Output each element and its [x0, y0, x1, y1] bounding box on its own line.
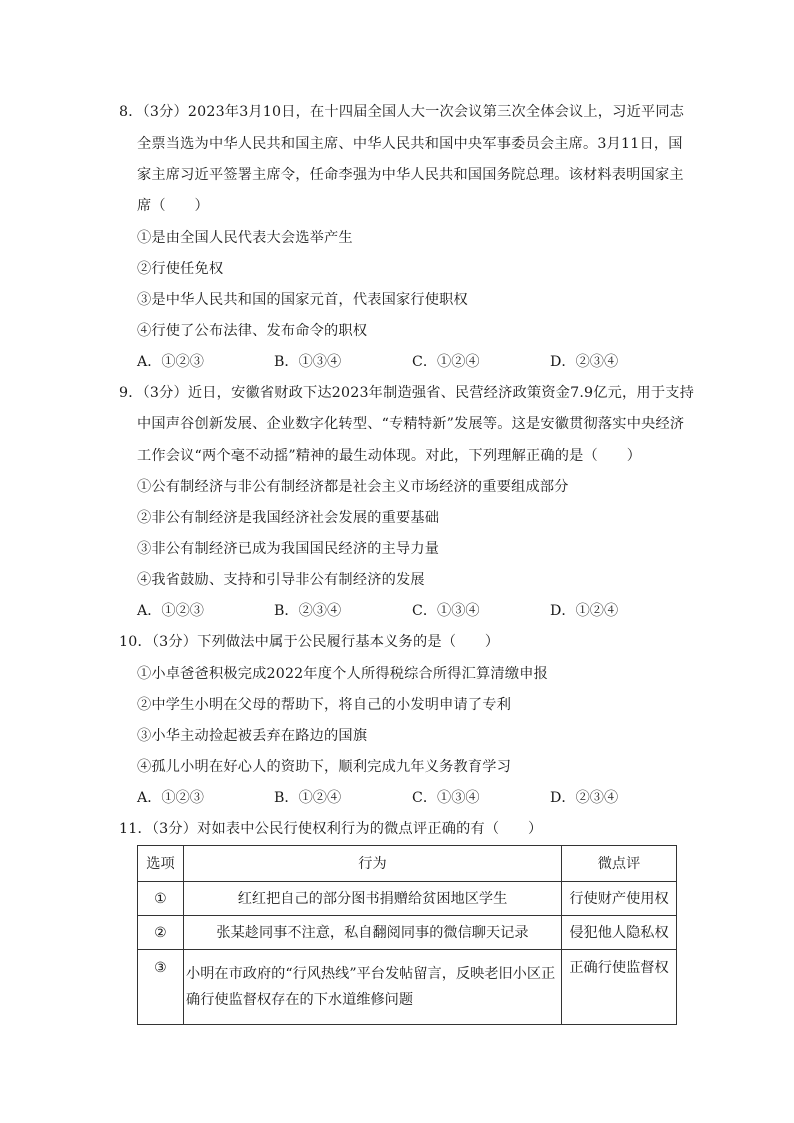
q9-option-1: ①公有制经济与非公有制经济都是社会主义市场经济的重要组成部分	[137, 479, 569, 495]
table-row	[138, 882, 677, 916]
row-comment: 行使财产使用权	[562, 882, 677, 916]
q8-stem-line-4: 席（ ）	[137, 198, 209, 214]
q10-option-2: ②中学生小明在父母的帮助下，将自己的小发明申请了专利	[137, 697, 512, 713]
q8-choice-b[interactable]: B．①③④	[274, 354, 342, 370]
row-action: 张某趁同事不注意，私自翻阅同事的微信聊天记录	[184, 916, 562, 950]
q8-option-2: ②行使任免权	[137, 261, 224, 277]
q9-choice-a[interactable]: A．①②③	[137, 603, 204, 619]
q9-option-3: ③非公有制经济已成为我国国民经济的主导力量	[137, 541, 440, 557]
table-header-row	[138, 846, 677, 882]
q8-option-3: ③是中华人民共和国的国家元首，代表国家行使职权	[137, 292, 468, 308]
q9-stem-line-2: 中国声谷创新发展、企业数字化转型、“专精特新”发展等。这是安徽贯彻落实中央经济	[137, 416, 685, 432]
q8-choice-d[interactable]: D．②③④	[550, 354, 619, 370]
q10-option-1: ①小卓爸爸积极完成2022年度个人所得税综合所得汇算清缴申报	[137, 666, 548, 682]
q10-choice-b[interactable]: B．①②④	[274, 790, 342, 806]
q9-choices	[137, 601, 657, 621]
row-comment: 侵犯他人隐私权	[562, 916, 677, 950]
row-action	[184, 950, 562, 1025]
row-action-line-1: 小明在市政府的“行风热线”平台发帖留言，反映老旧小区正	[186, 966, 556, 982]
q9-stem-line-3: 工作会议“两个毫不动摇”精神的最生动体现。对此，下列理解正确的是（ ）	[137, 448, 642, 464]
q10-option-3: ③小华主动捡起被丢弃在路边的国旗	[137, 728, 368, 744]
row-number: ③	[138, 950, 184, 1025]
row-comment: 正确行使监督权	[562, 950, 677, 1025]
table-row	[138, 950, 677, 1025]
row-number: ①	[138, 882, 184, 916]
q8-choice-c[interactable]: C．①②④	[412, 354, 480, 370]
q10-choice-d[interactable]: D．②③④	[550, 790, 619, 806]
q8-option-4: ④行使了公布法律、发布命令的职权	[137, 323, 368, 339]
q9-option-4: ④我省鼓励、支持和引导非公有制经济的发展	[137, 572, 425, 588]
row-number: ②	[138, 916, 184, 950]
q10-option-4: ④孤儿小明在好心人的资助下，顺利完成九年义务教育学习	[137, 759, 512, 775]
q9-choice-d[interactable]: D．①②④	[550, 603, 619, 619]
q8-choices	[137, 352, 657, 372]
q9-choice-b[interactable]: B．②③④	[274, 603, 342, 619]
row-action: 红红把自己的部分图书捐赠给贫困地区学生	[184, 882, 562, 916]
header-action: 行为	[184, 846, 562, 882]
table-row	[138, 916, 677, 950]
q9-option-2: ②非公有制经济是我国经济社会发展的重要基础	[137, 510, 440, 526]
q8-choice-a[interactable]: A．①②③	[137, 354, 204, 370]
q8-stem-line-1: 8．（3分）2023年3月10日，在十四届全国人大一次会议第三次全体会议上，习近平同志	[119, 104, 685, 120]
q8-stem-line-3: 家主席习近平签署主席令，任命李强为中华人民共和国国务院总理。该材料表明国家主	[137, 167, 684, 183]
header-option: 选项	[138, 846, 184, 882]
q10-choices	[137, 788, 657, 808]
row-action-line-2: 确行使监督权存在的下水道维修问题	[186, 992, 414, 1008]
q11-table	[137, 845, 677, 1025]
q8-stem-line-2: 全票当选为中华人民共和国主席、中华人民共和国中央军事委员会主席。3月11日，国	[137, 136, 683, 152]
q10-choice-c[interactable]: C．①③④	[412, 790, 480, 806]
q8-option-1: ①是由全国人民代表大会选举产生	[137, 230, 353, 246]
q10-stem-line-1: 10．（3分）下列做法中属于公民履行基本义务的是（ ）	[119, 634, 500, 650]
q9-stem-line-1: 9．（3分）近日，安徽省财政下达2023年制造强省、民营经济政策资金7.9亿元，用于支持	[119, 385, 694, 401]
q11-stem-line-1: 11．（3分）对如表中公民行使权利行为的微点评正确的有（ ）	[119, 821, 543, 837]
q9-choice-c[interactable]: C．①③④	[412, 603, 480, 619]
header-comment: 微点评	[562, 846, 677, 882]
q10-choice-a[interactable]: A．①②③	[137, 790, 204, 806]
